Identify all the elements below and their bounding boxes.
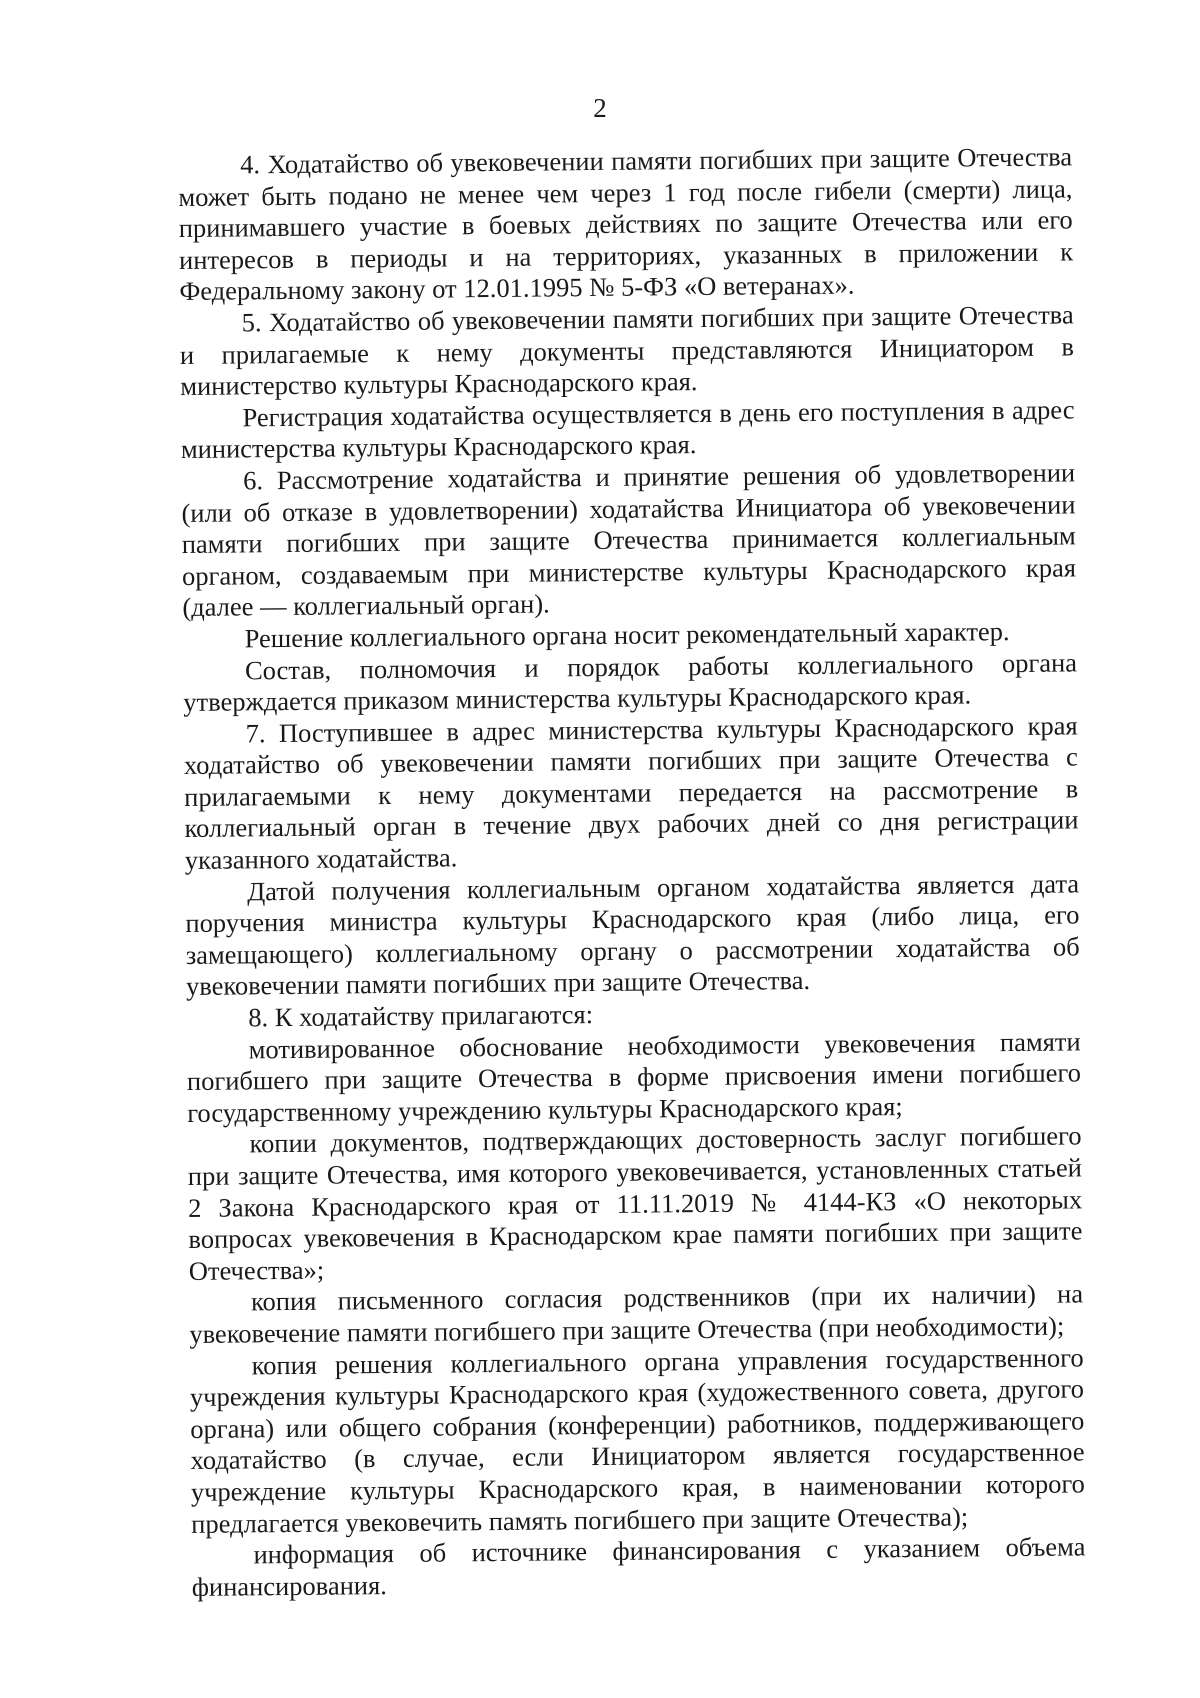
paragraph-recommendation: Решение коллегиального органа носит рекомендательный характер. xyxy=(244,615,1010,654)
paragraph-item-6: 6. Рассмотрение ходатайства и принятие решения об удовлетворении (или об отказе в удовлетворении) ходатайства Инициатора об увековечении памяти погибших при защите Отечества принимается коллегиальным органом, создаваемым при министерстве культуры Краснодарского края (далее — коллегиальный орган). xyxy=(181,457,1077,623)
paragraph-registration: Регистрация ходатайства осуществляется в день его поступления в адрес министерства культуры Краснодарского края. xyxy=(180,394,1075,465)
list-item-collegial-decision: копия решения коллегиального органа управления государственного учреждения культуры Краснодарского края (художественного совета, другого органа) или общего собрания (конференции) работников, поддерживающего ходатайство (в случае, если Инициатором является государственное учреждение культуры Краснодарского края, в наименовании которого предлагается увековечить память погибшего при защите Отечества); xyxy=(189,1341,1085,1539)
list-item-relatives-consent: копия письменного согласия родственников (при их наличии) на увековечение памяти погибшего при защите Отечества (при необходимости); xyxy=(189,1278,1084,1349)
paragraph-item-7: 7. Поступившее в адрес министерства культуры Краснодарского края ходатайство об увековечении памяти погибших при защите Отечества с прилагаемыми к нему документами передается на рассмотрение в коллегиальный орган в течение двух рабочих дней со дня регистрации указанного ходатайства. xyxy=(183,710,1079,876)
paragraph-item-4: 4. Ходатайство об увековечении памяти погибших при защите Отечества может быть подано не менее чем через 1 год после гибели (смерти) лица, принимавшего участие в боевых действиях по защите Отечества или его интересов в периоды и на территориях, указанных в приложении к Федеральному закону от 12.01.1995 № 5-ФЗ «О ветеранах». xyxy=(178,141,1074,307)
paragraph-receipt-date: Датой получения коллегиальным органом ходатайства является дата поручения министра культуры Краснодарского края (либо лица, его замещающего) коллегиальному органу о рассмотрении ходатайства об увековечении памяти погибших при защите Отечества. xyxy=(185,868,1080,1002)
list-item-document-copies: копии документов, подтверждающих достоверность заслуг погибшего при защите Отечества, имя которого увековечивается, установленных статьей 2 Закона Краснодарского края от 11.11.2019 № 4144-КЗ «О некоторых вопросах увековечения в Краснодарском крае памяти погибших при защите Отечества»; xyxy=(187,1120,1083,1286)
page-number: 2 xyxy=(593,93,607,123)
paragraph-composition: Состав, полномочия и порядок работы коллегиального органа утверждается приказом министерства культуры Краснодарского края. xyxy=(183,646,1078,718)
list-item-funding-info: информация об источнике финансирования с указанием объема финансирования. xyxy=(191,1531,1086,1602)
paragraph-item-8: 8. К ходатайству прилагаются: xyxy=(248,999,594,1033)
list-item-justification: мотивированное обоснование необходимости увековечения памяти погибшего при защите Отечества в форме присвоения имени погибшего государственному учреждению культуры Краснодарского края; xyxy=(186,1026,1082,1128)
paragraph-item-5: 5. Ходатайство об увековечении памяти погибших при защите Отечества и прилагаемые к нему документы представляются Инициатором в министерство культуры Краснодарского края. xyxy=(179,299,1075,402)
document-body xyxy=(178,141,1086,1603)
